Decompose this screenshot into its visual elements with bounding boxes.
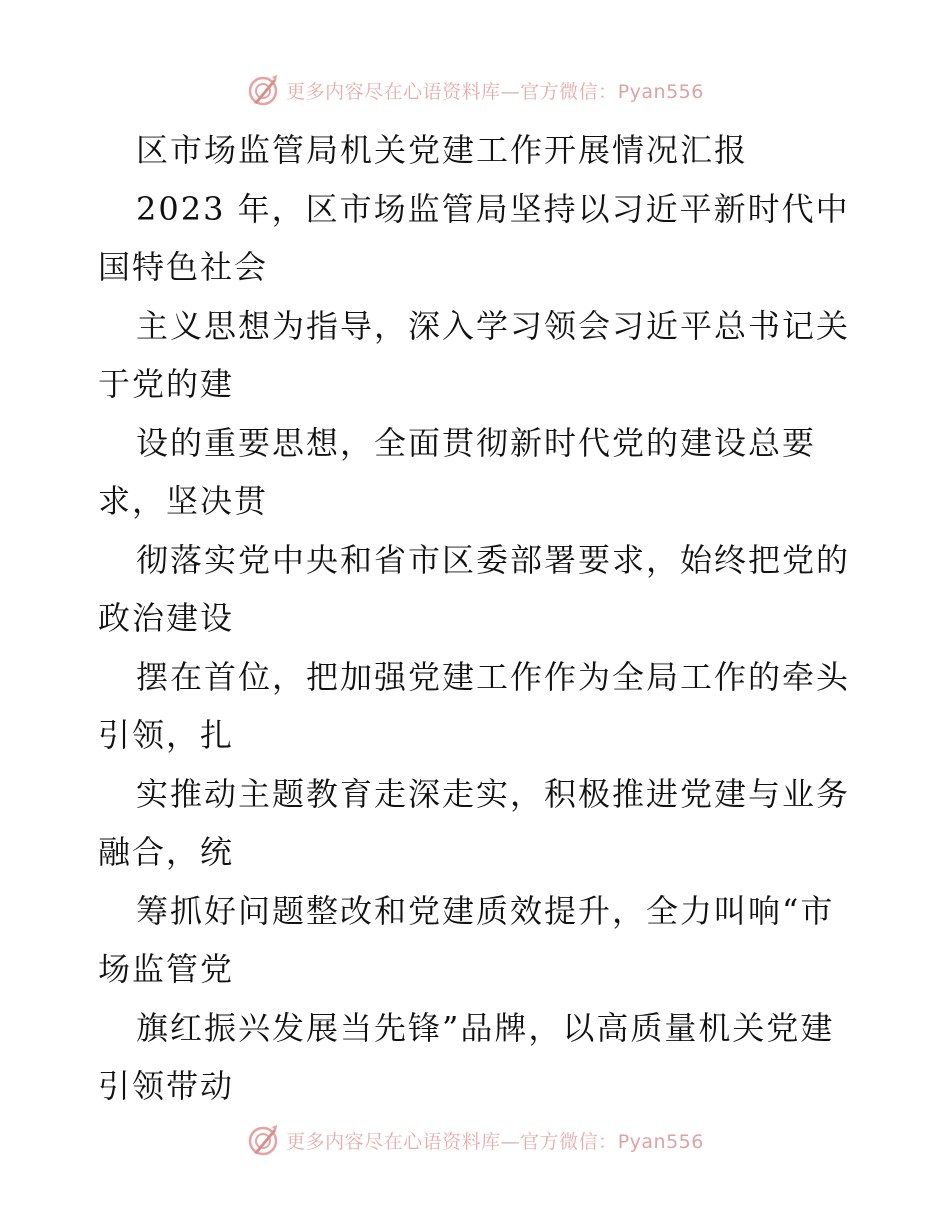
text-line: 国特色社会	[98, 248, 269, 286]
text-line: 实推动主题教育走深走实，积极推进党建与业务	[136, 774, 851, 813]
text-line: 引领带动	[98, 1067, 235, 1105]
document-title: 区市场监管局机关党建工作开展情况汇报	[136, 131, 749, 169]
text-line: 融合，统	[98, 833, 235, 871]
text-line: 摆在首位，把加强党建工作作为全局工作的牵头	[136, 657, 851, 696]
text-line: 2023 年，区市场监管局坚持以习近平新时代中	[136, 189, 850, 228]
text-line: 设的重要思想，全面贯彻新时代党的建设总要	[136, 423, 817, 462]
text-line: 彻落实党中央和省市区委部署要求，始终把党的	[136, 540, 851, 579]
header-watermark	[0, 70, 950, 110]
watermark-wechat-id: Pyan556	[617, 1130, 704, 1153]
text-line: 引领，扎	[98, 716, 235, 754]
text-line: 旗红振兴发展当先锋”品牌，以高质量机关党建	[136, 1008, 835, 1047]
watermark-wechat-id: Pyan556	[617, 80, 704, 103]
watermark-wechat-label: 官方微信：	[520, 80, 618, 103]
document-body	[98, 121, 858, 1116]
watermark-separator: —	[500, 80, 521, 103]
quill-logo-icon	[246, 1123, 280, 1157]
text-line: 场监管党	[98, 950, 235, 988]
text-line: 筹抓好问题整改和党建质效提升，全力叫响“市	[136, 891, 835, 930]
text-line: 求，坚决贯	[98, 482, 269, 520]
watermark-wechat-label: 官方微信：	[520, 1130, 618, 1153]
quill-logo-icon	[246, 73, 280, 107]
text-line: 于党的建	[98, 365, 235, 403]
watermark-text: 更多内容尽在心语资料库	[286, 1130, 501, 1153]
watermark-separator: —	[500, 1130, 521, 1153]
watermark-text: 更多内容尽在心语资料库	[286, 80, 501, 103]
text-line: 政治建设	[98, 599, 235, 637]
text-line: 主义思想为指导，深入学习领会习近平总书记关	[136, 306, 851, 345]
footer-watermark	[0, 1120, 950, 1160]
